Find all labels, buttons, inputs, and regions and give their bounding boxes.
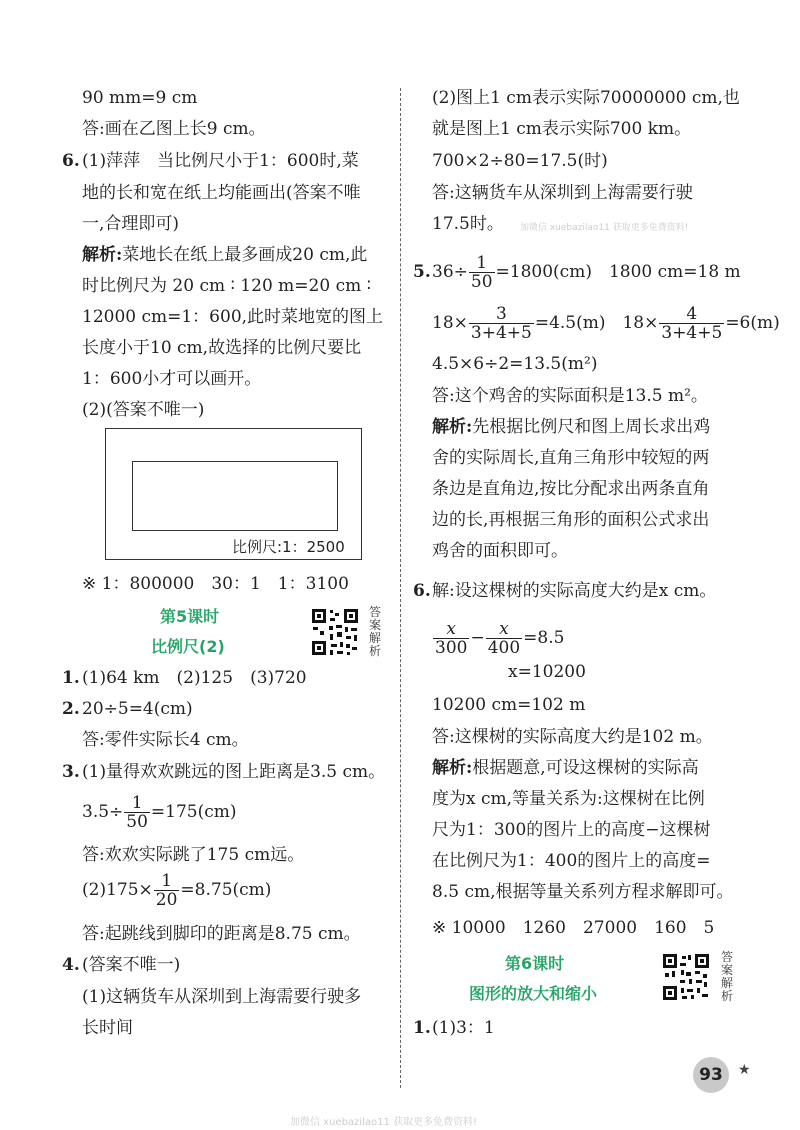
numerator: x (486, 620, 522, 639)
right-line: (2)图上1 cm表示实际70000000 cm,也 (432, 88, 740, 108)
fraction (124, 794, 150, 831)
numerator: 1 (469, 254, 495, 273)
right-line: 答:这棵树的实际高度大约是102 m。 (432, 727, 713, 747)
inner-rectangle (132, 461, 338, 531)
left-line: 长度小于10 cm,故选择的比例尺要比 (82, 338, 362, 358)
page-number: 93 (693, 1057, 729, 1093)
right-line: 答:这个鸡舍的实际面积是13.5 m²。 (432, 386, 708, 406)
right-line: 700×2÷80=17.5(时) (432, 151, 608, 171)
right-line: 在比例尺为1：400的图片上的高度= (432, 851, 711, 871)
left-line: (答案不唯一) (82, 955, 181, 975)
right-line: 鸡舍的面积即可。 (432, 541, 568, 561)
denominator: 300 (435, 638, 468, 658)
denominator: 400 (487, 638, 521, 658)
equation (432, 252, 741, 292)
right-line: 条边是直角边,按比分配求出两条直角 (432, 479, 710, 499)
watermark: 加微信 xuebazilao11 获取更多免费资料! (290, 1117, 478, 1128)
left-line: 20÷5=4(cm) (82, 699, 193, 719)
equation-part: =4.5(m) 18× (534, 313, 659, 333)
right-line: 解:设这棵树的实际高度大约是x cm。 (432, 581, 717, 601)
qr-code-icon[interactable] (310, 607, 360, 657)
left-line: 一,合理即可) (82, 214, 180, 234)
fraction (469, 305, 534, 342)
denominator: 50 (470, 272, 493, 292)
left-line: 1：600小才可以画开。 (82, 369, 262, 389)
analysis-label: 解析: (82, 245, 123, 265)
numerator: 1 (124, 794, 150, 813)
fraction (486, 620, 522, 657)
left-line: 答:起跳线到脚印的距离是8.75 cm。 (82, 924, 361, 944)
right-line: 10200 cm=102 m (432, 695, 586, 715)
question-number: 2. (62, 699, 80, 719)
question-number: 6. (413, 581, 431, 601)
scale-label: 比例尺:1：2500 (232, 538, 345, 556)
analysis-label: 解析: (432, 417, 473, 437)
right-line: 8.5 cm,根据等量关系列方程求解即可。 (432, 882, 734, 902)
question-number: 5. (413, 262, 431, 282)
left-line: 12000 cm=1：600,此时菜地宽的图上 (82, 307, 384, 327)
equation-part: =8.75(cm) (180, 880, 272, 900)
question-number: 4. (62, 955, 80, 975)
left-line: 答:画在乙图上长9 cm。 (82, 119, 266, 139)
denominator: 3+4+5 (661, 323, 723, 343)
right-line: 度为x cm,等量关系为:这棵树在比例 (432, 789, 705, 809)
lesson-title: 第5课时 (160, 607, 220, 626)
qr-caption: 答案解析 (368, 605, 381, 658)
equation-part: =8.5 (523, 628, 565, 648)
fraction (154, 872, 180, 909)
equation (82, 792, 237, 832)
right-line: 尺为1：300的图片上的高度−这棵树 (432, 820, 711, 840)
left-line: (2)(答案不唯一) (82, 400, 205, 420)
lesson-subtitle: 比例尺(2) (151, 637, 225, 656)
fraction (659, 305, 724, 342)
left-line: (1)量得欢欢跳远的图上距离是3.5 cm。 (82, 762, 386, 782)
equation-part: 3.5÷ (82, 802, 124, 822)
equation-part: =175(cm) (150, 802, 237, 822)
left-line: 时比例尺为 20 cm ∶ 120 m=20 cm ∶ (82, 276, 372, 296)
star-decoration-icon: ★ (738, 1062, 751, 1078)
column-divider (400, 88, 401, 1088)
question-number: 1. (62, 668, 80, 688)
left-line: 答:零件实际长4 cm。 (82, 730, 249, 750)
equation (82, 870, 271, 910)
right-line: 4.5×6÷2=13.5(m²) (432, 354, 598, 374)
denominator: 3+4+5 (470, 323, 532, 343)
numerator: 4 (659, 305, 724, 324)
analysis-label: 解析: (432, 758, 473, 778)
analysis-line (432, 756, 699, 780)
analysis-line (432, 415, 710, 439)
analysis-text: 先根据比例尺和图上周长求出鸡 (472, 417, 711, 437)
left-line: (1)64 km (2)125 (3)720 (82, 668, 307, 688)
equation-part: 36÷ (432, 262, 468, 282)
fraction (433, 620, 469, 657)
watermark: 加微信 xuebazilao11 获取更多免费资料! (520, 223, 689, 233)
equation (432, 618, 564, 658)
right-line: 边的长,再根据三角形的面积公式求出 (432, 510, 710, 530)
lesson-title: 第6课时 (505, 954, 565, 973)
lesson-subtitle: 图形的放大和缩小 (469, 984, 598, 1003)
equation-part: 18× (432, 313, 468, 333)
right-line: 舍的实际周长,直角三角形中较短的两 (432, 448, 710, 468)
numerator: 1 (154, 872, 180, 891)
analysis-text: 菜地长在纸上最多画成20 cm,此 (122, 245, 368, 265)
equation-part: =1800(cm) 1800 cm=18 m (495, 262, 741, 282)
denominator: 20 (155, 890, 178, 910)
equation (432, 303, 780, 343)
numerator: x (433, 620, 469, 639)
denominator: 50 (126, 812, 148, 832)
question-number: 3. (62, 762, 80, 782)
left-line: 答:欢欢实际跳了175 cm远。 (82, 845, 305, 865)
left-line: 90 mm=9 cm (82, 88, 198, 108)
qr-code-icon[interactable] (661, 952, 711, 1002)
analysis-line (82, 243, 367, 267)
left-line: 地的长和宽在纸上均能画出(答案不唯 (82, 183, 361, 203)
right-line: 答:这辆货车从深圳到上海需要行驶 (432, 183, 693, 203)
left-line: 长时间 (82, 1018, 133, 1038)
qr-caption: 答案解析 (720, 950, 733, 1003)
minus-sign: − (470, 628, 485, 648)
numerator: 3 (469, 305, 534, 324)
analysis-text: 根据题意,可设这棵树的实际高 (472, 758, 699, 778)
left-line: (1)这辆货车从深圳到上海需要行驶多 (82, 987, 362, 1007)
right-line: 就是图上1 cm表示实际700 km。 (432, 119, 692, 139)
right-line: 17.5时。 (432, 214, 504, 234)
equation-part: =6(m) (725, 313, 780, 333)
question-number: 1. (413, 1018, 431, 1038)
star-answers: ※ 10000 1260 27000 160 5 (432, 918, 715, 938)
equation-part: (2)175× (82, 880, 153, 900)
fraction (469, 254, 495, 291)
right-line: (1)3：1 (432, 1018, 495, 1038)
question-number: 6. (62, 151, 80, 171)
star-answers: ※ 1：800000 30：1 1：3100 (82, 574, 349, 594)
right-line: x=10200 (508, 662, 586, 682)
left-line: (1)萍萍 当比例尺小于1：600时,菜 (82, 151, 359, 171)
